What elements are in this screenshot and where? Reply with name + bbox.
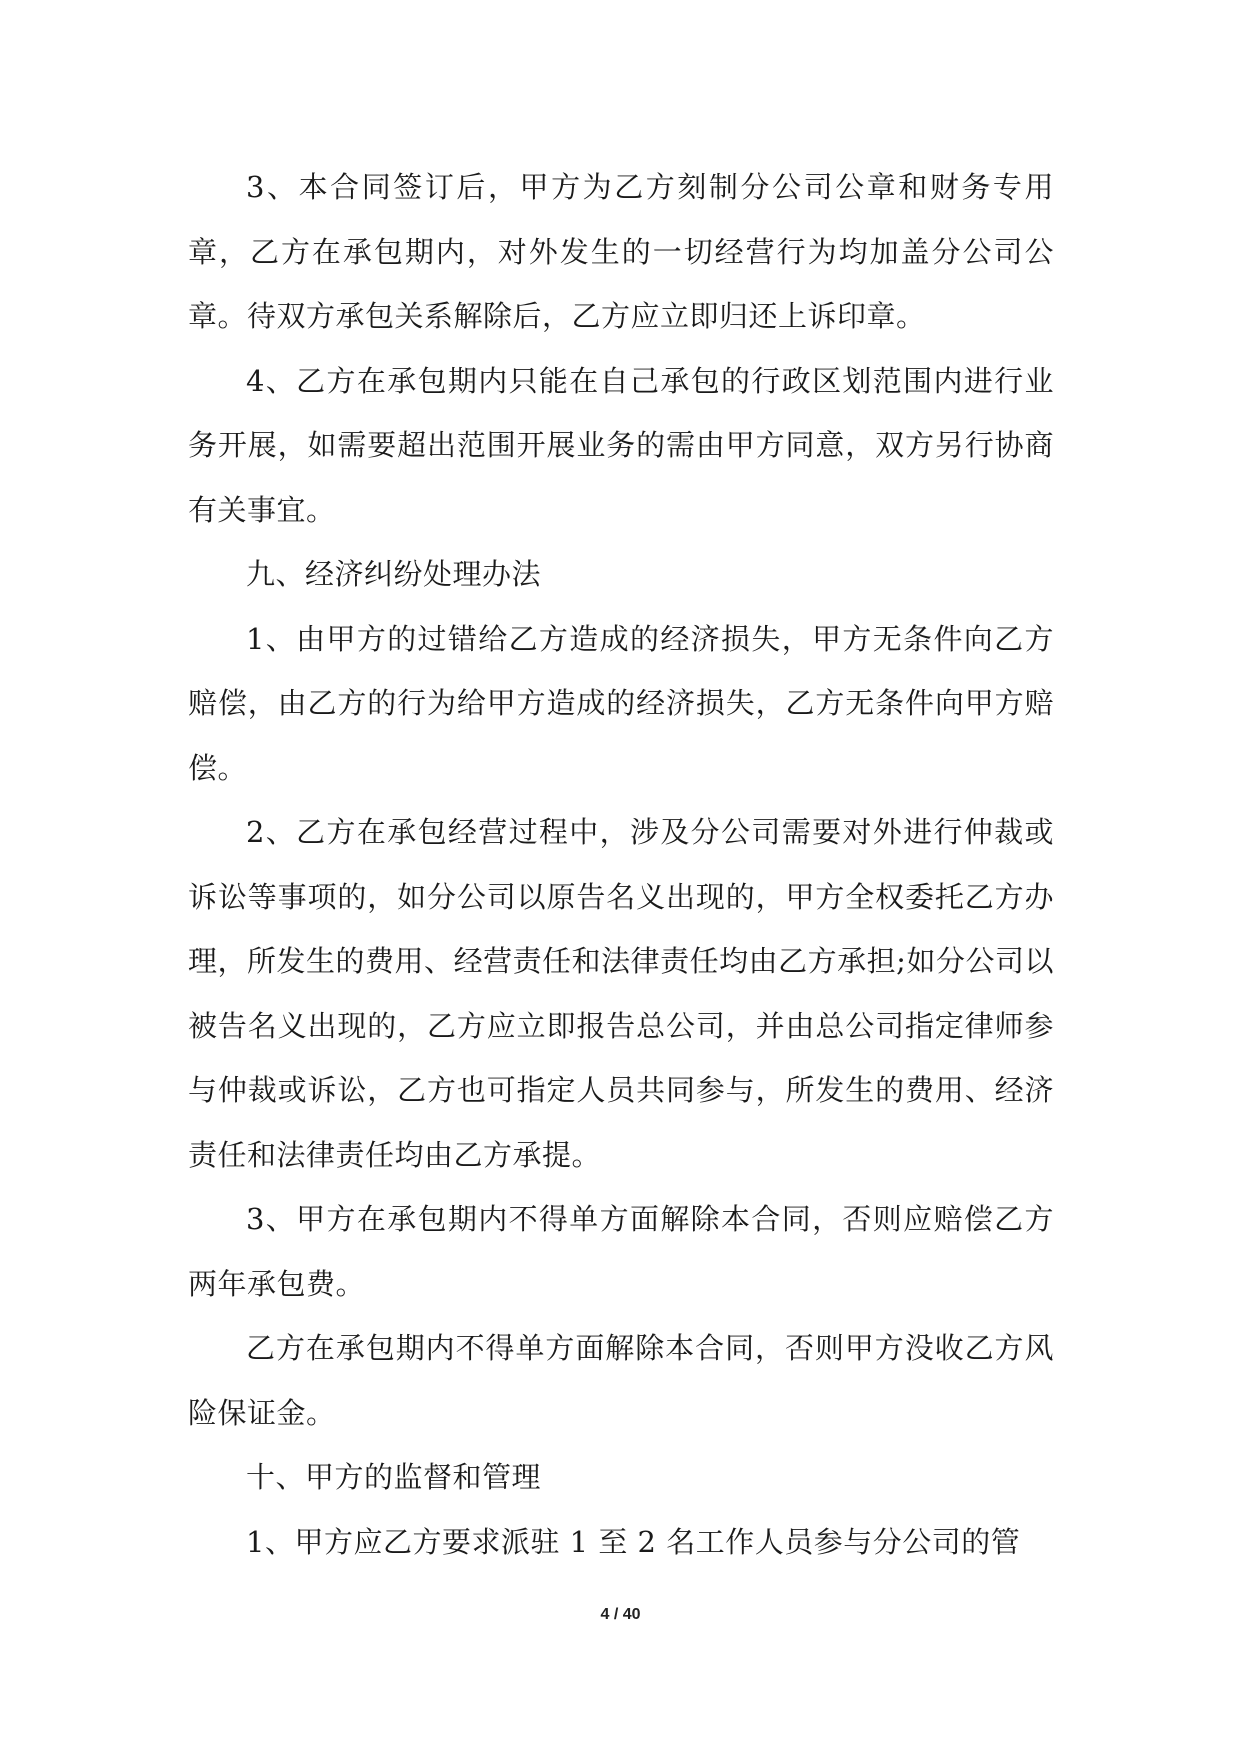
paragraph-business-scope-clause: 4、乙方在承包期内只能在自己承包的行政区划范围内进行业务开展，如需要超出范围开展业务的需由甲方同意，双方另行协商有关事宜。 — [188, 363, 1054, 527]
section-heading-dispute-resolution: 九、经济纠纷处理办法 — [246, 557, 542, 591]
paragraph-compensation-clause: 1、由甲方的过错给乙方造成的经济损失，甲方无条件向乙方赔偿，由乙方的行为给甲方造成的经济损失，乙方无条件向甲方赔偿。 — [188, 621, 1054, 785]
paragraph-staff-dispatch-clause: 1、甲方应乙方要求派驻 1 至 2 名工作人员参与分公司的管 — [246, 1524, 1021, 1559]
paragraph-seal-clause: 3、本合同签订后，甲方为乙方刻制分公司公章和财务专用章，乙方在承包期内，对外发生的一切经营行为均加盖分公司公章。待双方承包关系解除后，乙方应立即归还上诉印章。 — [188, 170, 1054, 333]
paragraph-litigation-clause: 2、乙方在承包经营过程中，涉及分公司需要对外进行仲裁或诉讼等事项的，如分公司以原告名义出现的，甲方全权委托乙方办理，所发生的费用、经营责任和法律责任均由乙方承担;如分公司以被告名义出现的，乙方应立即报告总公司，并由总公司指定律师参与仲裁或诉讼，乙方也可指定人员共同参与，所发生的费用、经济责任和法律责任均由乙方承提。 — [188, 815, 1054, 1172]
paragraph-party-a-termination-clause: 3、甲方在承包期内不得单方面解除本合同，否则应赔偿乙方两年承包费。 — [188, 1202, 1054, 1301]
page-number: 4 / 40 — [600, 1606, 641, 1623]
document-body — [188, 155, 1054, 1574]
section-heading-supervision: 十、甲方的监督和管理 — [246, 1460, 542, 1494]
paragraph-party-b-termination-clause: 乙方在承包期内不得单方面解除本合同，否则甲方没收乙方风险保证金。 — [188, 1331, 1054, 1430]
